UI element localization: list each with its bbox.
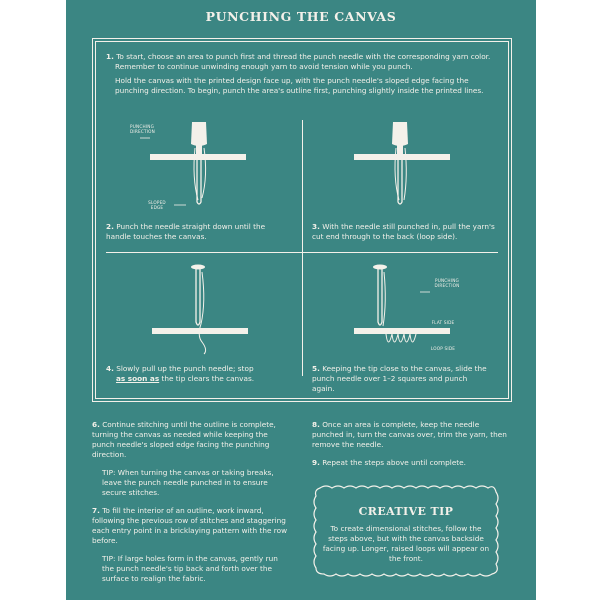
step-9-text: Repeat the steps above until complete. xyxy=(322,458,466,467)
step-number: 7. xyxy=(92,506,100,515)
step-7-text: To fill the interior of an outline, work inward, following the previous row of stitches and staggering each entry point in a bricklaying pattern with the row before. xyxy=(92,506,288,545)
step-6-text: Continue stitching until the outline is complete, turning the canvas as needed while keeping the punch needle's sloped edge facing the punching direction. xyxy=(92,420,276,459)
step-3-text: With the needle still punched in, pull the yarn's cut end through to the back (loop side). xyxy=(312,222,495,241)
step-4-text-2: the tip clears the canvas. xyxy=(161,374,255,383)
label-loop-side: LOOP SIDE xyxy=(430,346,456,351)
step-number: 8. xyxy=(312,420,320,429)
step-8-text: Once an area is complete, keep the needle punched in, turn the canvas over, trim the yarn, then remove the needle. xyxy=(312,420,507,449)
step-1-text: To start, choose an area to punch first and thread the punch needle with the corresponding yarn color. Remember to continue unwinding enough yarn to avoid tension while you punch. xyxy=(115,52,491,71)
right-column xyxy=(312,420,508,476)
step-number: 4. xyxy=(106,364,114,373)
label-flat-side: FLAT SIDE xyxy=(431,320,455,325)
step-number: 1. xyxy=(106,52,114,61)
label-sloped-edge: SLOPED EDGE xyxy=(148,200,166,210)
instruction-sheet xyxy=(66,0,536,600)
diagram-pull-yarn xyxy=(334,118,504,218)
step-4-emphasis: as soon as xyxy=(116,374,160,383)
step-6-tip: TIP: When turning the canvas or taking breaks, leave the punch needle punched in to ensure secure stitches. xyxy=(102,468,274,497)
grid-divider-v xyxy=(302,120,303,376)
step-4-text: Slowly pull up the punch needle; stop xyxy=(116,364,254,373)
step-5 xyxy=(312,364,492,394)
creative-tip-body: To create dimensional stitches, follow the steps above, but with the canvas backside facing up. Longer, raised loops will appear on the front. xyxy=(322,524,490,563)
step-1 xyxy=(106,52,498,100)
diagram-pull-up xyxy=(126,262,296,362)
creative-tip-title: CREATIVE TIP xyxy=(358,505,454,518)
step-3 xyxy=(312,222,502,242)
label-punching-direction: PUNCHING DIRECTION xyxy=(130,124,155,134)
step-number: 9. xyxy=(312,458,320,467)
page-title: PUNCHING THE CANVAS xyxy=(205,9,397,24)
step-number: 2. xyxy=(106,222,114,231)
diagram-slide-over xyxy=(334,262,504,362)
left-column xyxy=(92,420,288,592)
step-number: 5. xyxy=(312,364,320,373)
step-2-text: Punch the needle straight down until the handle touches the canvas. xyxy=(106,222,266,241)
step-1-text-2: Hold the canvas with the printed design face up, with the punch needle's sloped edge facing the punching direction. To begin, punch the area's outline first, punching slightly inside the printed lines. xyxy=(115,76,484,95)
step-2 xyxy=(106,222,286,242)
step-number: 6. xyxy=(92,420,100,429)
step-4 xyxy=(106,364,296,384)
step-7-tip: TIP: If large holes form in the canvas, gently run the punch needle's tip back and forth over the surface to realign the fabric. xyxy=(102,554,278,583)
label-punching-direction-2: PUNCHING DIRECTION xyxy=(434,278,460,288)
step-5-text: Keeping the tip close to the canvas, slide the punch needle over 1–2 squares and punch again. xyxy=(312,364,487,393)
step-number: 3. xyxy=(312,222,320,231)
